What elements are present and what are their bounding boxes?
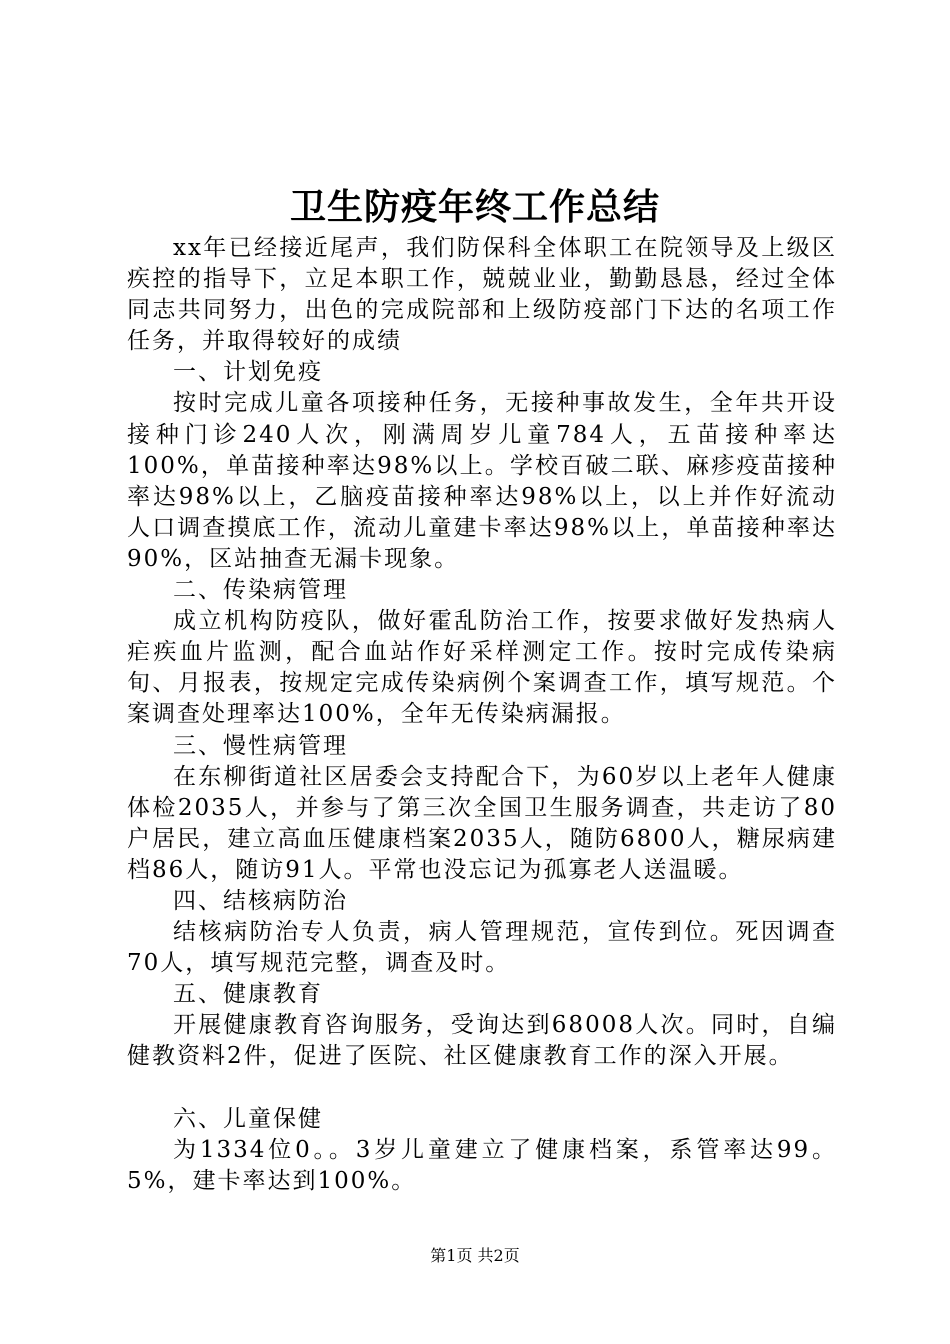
section-text-immunization: 按时完成儿童各项接种任务，无接种事故发生，全年共开设接种门诊240人次，刚满周岁儿童784人，五苗接种率达100%，单苗接种率达98%以上。学校百破二联、麻疹疫苗接种率达98%以上，乙脑疫苗接种率达98%以上，以上并作好流动人口调查摸底工作，流动儿童建卡率达98%以上，单苗接种率达90%，区站抽查无漏卡现象。: [127, 390, 837, 572]
section-text-chronic-disease: 在东柳街道社区居委会支持配合下，为60岁以上老年人健康体检2035人，并参与了第三次全国卫生服务调查，共走访了80户居民，建立高血压健康档案2035人，随防6800人，糖尿病建档86人，随访91人。平常也没忘记为孤寡老人送温暖。: [127, 763, 837, 883]
section-heading-tuberculosis: 四、结核病防治: [173, 887, 348, 914]
blank-line: [127, 1073, 837, 1104]
document-title: 卫生防疫年终工作总结: [289, 186, 660, 228]
section-heading-child-health: 六、儿童保健: [173, 1105, 323, 1132]
section-heading-chronic-disease: 三、慢性病管理: [173, 732, 348, 759]
section-heading-health-education: 五、健康教育: [173, 981, 323, 1008]
intro-paragraph: xx年已经接近尾声，我们防保科全体职工在院领导及上级区疾控的指导下，立足本职工作，兢兢业业，勤勤恳恳，经过全体同志共同努力，出色的完成院部和上级防疫部门下达的名项工作任务，并取得较好的成绩: [127, 235, 837, 355]
section-heading-infectious-disease: 二、传染病管理: [173, 577, 348, 604]
document-body: [127, 233, 837, 1197]
page-footer: 第1页 共2页: [430, 1246, 520, 1265]
section-text-tuberculosis: 结核病防治专人负责，病人管理规范，宣传到位。死因调查70人，填写规范完整，调查及时。: [127, 919, 837, 977]
section-heading-immunization: 一、计划免疫: [173, 359, 323, 386]
section-text-child-health: 为1334位0。。3岁儿童建立了健康档案，系管率达99。5%，建卡率达到100%。: [127, 1136, 837, 1194]
section-text-infectious-disease: 成立机构防疫队，做好霍乱防治工作，按要求做好发热病人疟疾血片监测，配合血站作好采样测定工作。按时完成传染病旬、月报表，按规定完成传染病例个案调查工作，填写规范。个案调查处理率达100%，全年无传染病漏报。: [127, 608, 837, 728]
section-text-health-education: 开展健康教育咨询服务，受询达到68008人次。同时，自编健教资料2件，促进了医院、社区健康教育工作的深入开展。: [127, 1012, 837, 1070]
